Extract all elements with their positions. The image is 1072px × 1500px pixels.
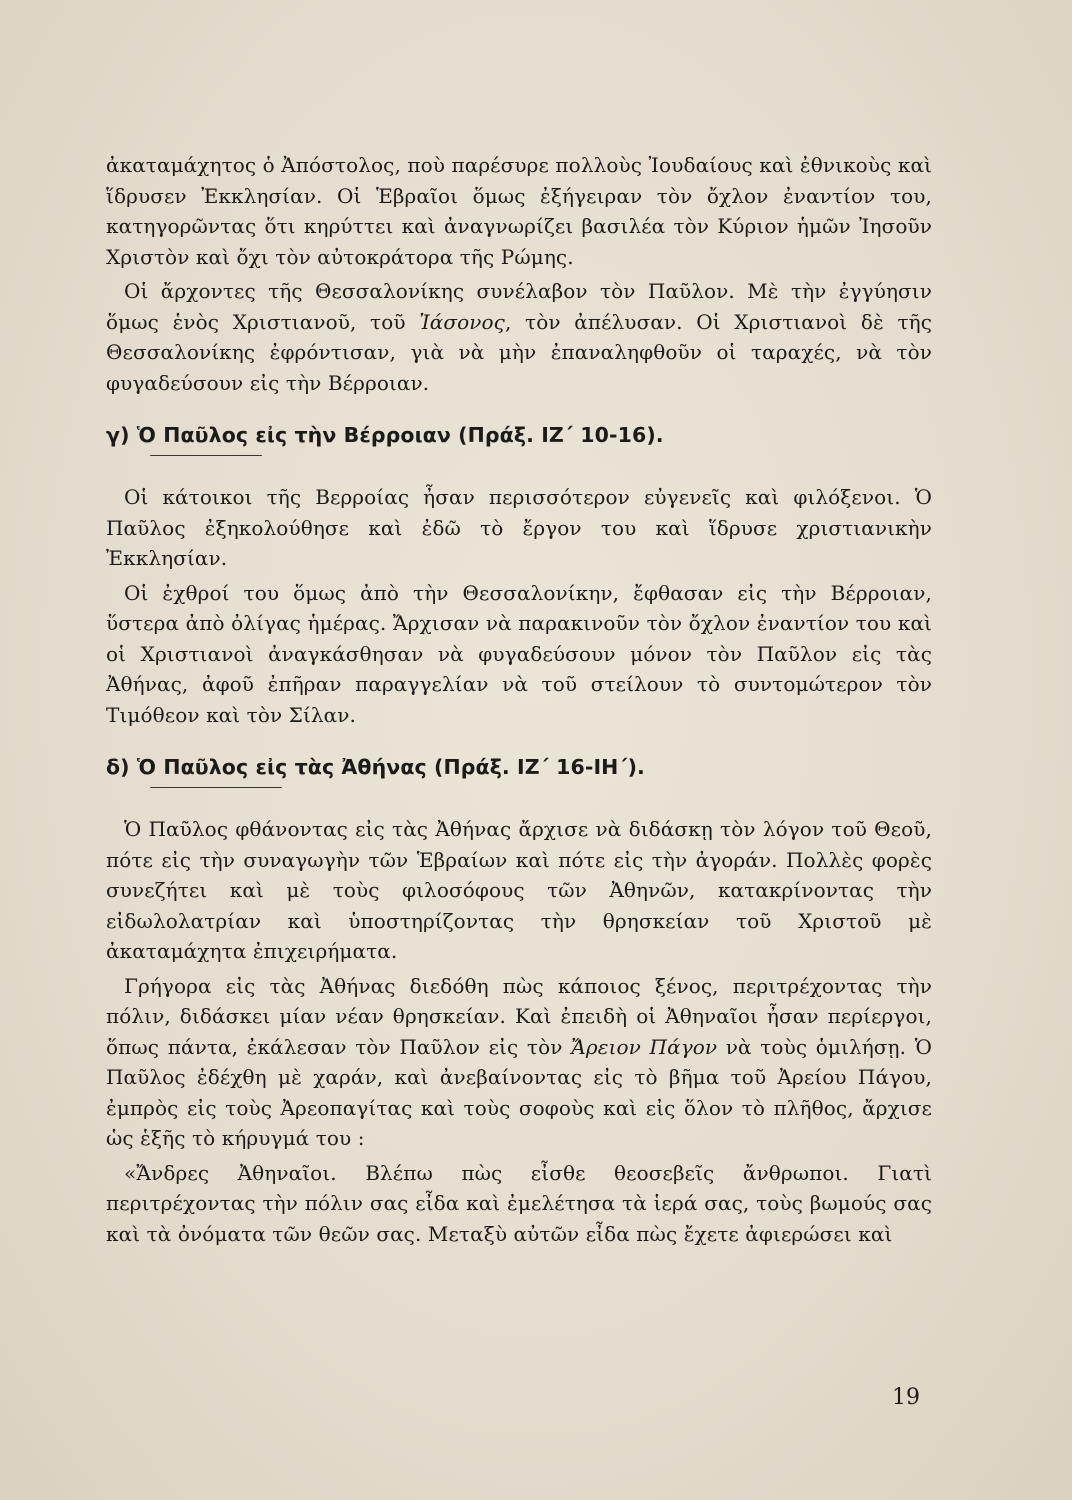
heading-underline-2 — [150, 787, 282, 789]
paragraph-6-text-b: νὰ τοὺς ὁμιλήσῃ. Ὁ Παῦλος ἐδέχθη μὲ χαράν, καὶ ἀνεβαίνοντας εἰς τὸ βῆμα τοῦ Ἀρείου Πάγου, ἐμπρὸς εἰς τοὺς Ἀρεοπαγίτας καὶ τοὺς σοφοὺς καὶ εἰς ὅλον τὸ πλῆθος, ἄρχισε ὡς ἑξῆς τὸ κήρυγμά του : — [106, 1034, 933, 1150]
paragraph-5: Ὁ Παῦλος φθάνοντας εἰς τὰς Ἀθήνας ἄρχισε νὰ διδάσκῃ τὸν λόγον τοῦ Θεοῦ, πότε εἰς τὴν συναγωγὴν τῶν Ἑβραίων καὶ πότε εἰς τὴν ἀγοράν. Πολλὲς φορὲς συνεζήτει καὶ μὲ τοὺς φιλοσόφους τῶν Ἀθηνῶν, κατακρίνοντας τὴν εἰδωλολατρίαν καὶ ὑποστηρίζοντας τὴν θρησκείαν τοῦ Χριστοῦ μὲ ἀκαταμάχητα ἐπιχειρήματα. — [106, 817, 932, 963]
page-number: 19 — [892, 1385, 920, 1410]
paragraph-4: Οἱ ἐχθροί του ὅμως ἀπὸ τὴν Θεσσαλονίκην, ἔφθασαν εἰς τὴν Βέρροιαν, ὕστερα ἀπὸ ὀλίγας ἡμέρας. Ἄρχισαν νὰ παρακινοῦν τὸν ὄχλον ἐναντίον του καὶ οἱ Χριστιανοὶ ἀναγκάσθησαν νὰ φυγαδεύσουν μόνον τὸν Παῦλον εἰς τὰς Ἀθήνας, ἀφοῦ ἐπῆραν παραγγελίαν νὰ τοῦ στείλουν τὸ συντομώτερον τὸν Τιμόθεον καὶ τὸν Σίλαν. — [106, 580, 932, 727]
paragraph-7: «Ἄνδρες Ἀθηναῖοι. Βλέπω πὼς εἶσθε θεοσεβεῖς ἄνθρωποι. Γιατὶ περιτρέχοντας τὴν πόλιν σας εἶδα καὶ ἐμελέτησα τὰ ἱερά σας, τοὺς βωμούς σας καὶ τὰ ὀνόματα τῶν θεῶν σας. Μεταξὺ αὐτῶν εἶδα πὼς ἔχετε ἀφιερώσει καὶ — [106, 1160, 932, 1246]
paragraph-6 — [106, 971, 932, 1154]
paragraph-3: Οἱ κάτοικοι τῆς Βερροίας ἦσαν περισσότερον εὐγενεῖς καὶ φιλόξενοι. Ὁ Παῦλος ἐξηκολούθησε καὶ ἐδῶ τὸ ἔργον του καὶ ἵδρυσε χριστιανικὴν Ἐκκλησίαν. — [106, 485, 932, 570]
heading-underline-1 — [150, 455, 262, 457]
page-content — [106, 150, 932, 1253]
paragraph-6-text-a: Γρήγορα εἰς τὰς Ἀθήνας διεδόθη πὼς κάποιος ξένος, περιτρέχοντας τὴν πόλιν, διδάσκει μίαν νέαν θρησκείαν. Καὶ ἐπειδὴ οἱ Ἀθηναῖοι ἦσαν περίεργοι, ὅπως πάντα, ἐκάλεσαν τὸν Παῦλον εἰς τὸν — [106, 973, 932, 1059]
paragraph-2 — [106, 276, 932, 398]
paragraph-2-text-a: Οἱ ἄρχοντες τῆς Θεσσαλονίκης συνέλαβον τὸν Παῦλον. Μὲ τὴν ἐγγύησιν ὅμως ἑνὸς Χριστιανοῦ, τοῦ — [106, 279, 932, 334]
section-heading-athens: δ) Ὁ Παῦλος εἰς τὰς Ἀθήνας (Πράξ. ΙΖ΄ 16-ΙΗ΄). — [106, 755, 645, 779]
paragraph-1: ἀκαταμάχητος ὁ Ἀπόστολος, ποὺ παρέσυρε πολλοὺς Ἰουδαίους καὶ ἐθνικοὺς καὶ ἵδρυσεν Ἐκκλησίαν. Οἱ Ἑβραῖοι ὅμως ἐξήγειραν τὸν ὄχλον ἐναντίον του, κατηγορῶντας ὅτι κηρύττει καὶ ἀναγνωρίζει βασιλέα τὸν Κύριον ἡμῶν Ἰησοῦν Χριστὸν καὶ ὄχι τὸν αὐτοκράτορα τῆς Ρώμης. — [106, 153, 932, 269]
paragraph-6-name-areopagus: Ἄρειον Πάγον — [571, 1034, 718, 1059]
paragraph-2-name-jason: Ἰάσονος — [419, 309, 505, 334]
paragraph-2-text-b: , τὸν ἀπέλυσαν. Οἱ Χριστιανοὶ δὲ τῆς Θεσσαλονίκης ἐφρόντισαν, γιὰ νὰ μὴν ἐπαναληφθοῦν οἱ ταραχές, νὰ τὸν φυγαδεύσουν εἰς τὴν Βέρροιαν. — [106, 309, 933, 395]
section-heading-veroia: γ) Ὁ Παῦλος εἰς τὴν Βέρροιαν (Πράξ. ΙΖ΄ 10-16). — [106, 423, 664, 447]
